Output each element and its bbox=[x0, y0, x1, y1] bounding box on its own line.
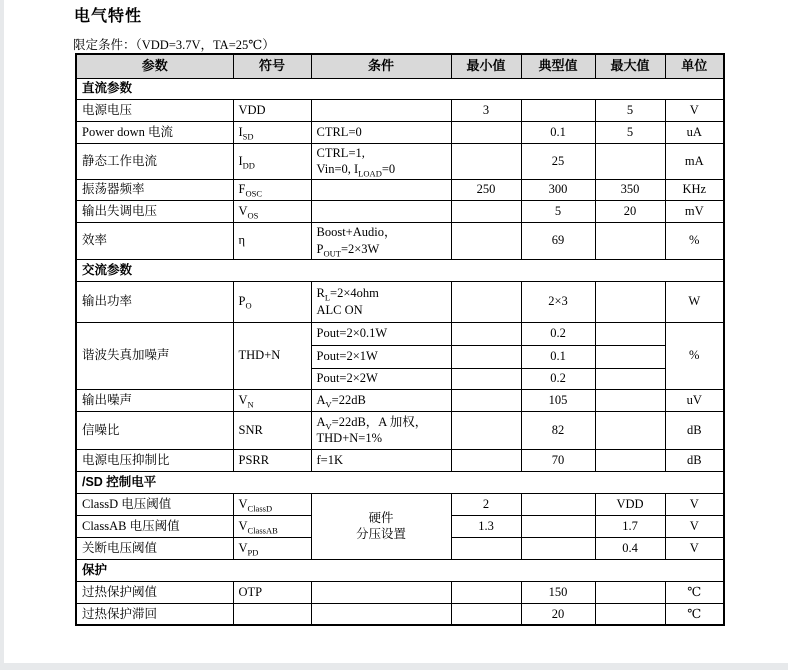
cell-typ: 20 bbox=[521, 603, 595, 625]
cell-max: 1.7 bbox=[595, 515, 665, 537]
cell-cond: Pout=2×1W bbox=[311, 345, 451, 368]
cell-min bbox=[451, 143, 521, 179]
cell-sym: η bbox=[233, 222, 311, 259]
cell-typ bbox=[521, 537, 595, 559]
cell-param: Power down 电流 bbox=[76, 121, 233, 143]
cell-unit: ℃ bbox=[665, 581, 724, 603]
table-row bbox=[76, 493, 724, 515]
table-row bbox=[76, 121, 724, 143]
cell-cond: CTRL=0 bbox=[311, 121, 451, 143]
cell-unit: % bbox=[665, 322, 724, 389]
cell-unit: dB bbox=[665, 449, 724, 471]
cell-typ: 0.1 bbox=[521, 345, 595, 368]
cell-min: 3 bbox=[451, 99, 521, 121]
cell-typ: 150 bbox=[521, 581, 595, 603]
table-row bbox=[76, 281, 724, 322]
table-row bbox=[76, 322, 724, 345]
cell-typ: 0.2 bbox=[521, 322, 595, 345]
cell-cond: f=1K bbox=[311, 449, 451, 471]
cell-cond: 硬件 分压设置 bbox=[311, 493, 451, 559]
cell-unit: mV bbox=[665, 200, 724, 222]
section-row bbox=[76, 559, 724, 581]
cell-min bbox=[451, 322, 521, 345]
table-row bbox=[76, 389, 724, 411]
cell-unit: V bbox=[665, 99, 724, 121]
cell-cond: $R_L=2\times 4ohm$ ALC ON bbox=[311, 281, 451, 322]
spec-table bbox=[75, 53, 725, 626]
cell-max bbox=[595, 411, 665, 449]
section-label: 保护 bbox=[76, 559, 724, 581]
cell-sym: $V_N$ bbox=[233, 389, 311, 411]
cell-min bbox=[451, 581, 521, 603]
cell-max: VDD bbox=[595, 493, 665, 515]
cell-param: 静态工作电流 bbox=[76, 143, 233, 179]
cell-min bbox=[451, 411, 521, 449]
cell-typ: 5 bbox=[521, 200, 595, 222]
cell-typ bbox=[521, 515, 595, 537]
cell-unit: uV bbox=[665, 389, 724, 411]
cell-param: 关断电压阈值 bbox=[76, 537, 233, 559]
table-row bbox=[76, 581, 724, 603]
cell-param: 谐波失真加噪声 bbox=[76, 322, 233, 389]
cell-max: 5 bbox=[595, 121, 665, 143]
cell-cond bbox=[311, 179, 451, 200]
cell-unit: KHz bbox=[665, 179, 724, 200]
cell-param: 输出功率 bbox=[76, 281, 233, 322]
cell-cond: $A_V=22dB$，A 加权， THD+N=1% bbox=[311, 411, 451, 449]
column-header: 条件 bbox=[311, 54, 451, 78]
cell-sym: OTP bbox=[233, 581, 311, 603]
cell-param: ClassAB 电压阈值 bbox=[76, 515, 233, 537]
cell-unit: V bbox=[665, 515, 724, 537]
cell-cond bbox=[311, 200, 451, 222]
cell-unit: V bbox=[665, 537, 724, 559]
cell-min bbox=[451, 281, 521, 322]
cell-sym: $I_{DD}$ bbox=[233, 143, 311, 179]
cell-sym: $V_{ClassAB}$ bbox=[233, 515, 311, 537]
cell-typ: 105 bbox=[521, 389, 595, 411]
page-title: 电气特性 bbox=[74, 8, 143, 25]
cell-typ bbox=[521, 493, 595, 515]
cell-max: 20 bbox=[595, 200, 665, 222]
cell-unit: ℃ bbox=[665, 603, 724, 625]
cell-max bbox=[595, 281, 665, 322]
cell-unit: W bbox=[665, 281, 724, 322]
column-header: 典型值 bbox=[521, 54, 595, 78]
table-row bbox=[76, 200, 724, 222]
cell-max: 5 bbox=[595, 99, 665, 121]
cell-max bbox=[595, 389, 665, 411]
table-row bbox=[76, 99, 724, 121]
cell-sym: $V_{OS}$ bbox=[233, 200, 311, 222]
cell-cond: Pout=2×2W bbox=[311, 368, 451, 389]
cell-typ: 0.1 bbox=[521, 121, 595, 143]
cell-min bbox=[451, 368, 521, 389]
cell-typ: 82 bbox=[521, 411, 595, 449]
cell-param: 过热保护阈值 bbox=[76, 581, 233, 603]
cell-max bbox=[595, 581, 665, 603]
section-row bbox=[76, 259, 724, 281]
table-body bbox=[76, 78, 724, 625]
section-label: 直流参数 bbox=[76, 78, 724, 99]
cell-unit: % bbox=[665, 222, 724, 259]
cell-sym bbox=[233, 603, 311, 625]
cell-max: 0.4 bbox=[595, 537, 665, 559]
cell-sym: $V_{ClassD}$ bbox=[233, 493, 311, 515]
cell-typ: 2×3 bbox=[521, 281, 595, 322]
cell-typ: 25 bbox=[521, 143, 595, 179]
cell-typ bbox=[521, 99, 595, 121]
table-row bbox=[76, 411, 724, 449]
section-label: /SD 控制电平 bbox=[76, 471, 724, 493]
page-edge-bottom bbox=[0, 663, 788, 670]
cell-param: 电源电压 bbox=[76, 99, 233, 121]
column-header: 最小值 bbox=[451, 54, 521, 78]
cell-min bbox=[451, 603, 521, 625]
cell-param: 振荡器频率 bbox=[76, 179, 233, 200]
cell-max bbox=[595, 143, 665, 179]
cell-sym: VDD bbox=[233, 99, 311, 121]
section-row bbox=[76, 78, 724, 99]
cell-max bbox=[595, 449, 665, 471]
table-row bbox=[76, 143, 724, 179]
test-conditions: 限定条件：（VDD=3.7V，TA=25℃） bbox=[73, 38, 275, 52]
cell-min bbox=[451, 121, 521, 143]
cell-max bbox=[595, 345, 665, 368]
cell-typ: 70 bbox=[521, 449, 595, 471]
cell-sym: SNR bbox=[233, 411, 311, 449]
cell-param: 信噪比 bbox=[76, 411, 233, 449]
cell-sym: $I_{SD}$ bbox=[233, 121, 311, 143]
table-head bbox=[76, 54, 724, 78]
cell-cond bbox=[311, 581, 451, 603]
column-header: 单位 bbox=[665, 54, 724, 78]
cell-min bbox=[451, 345, 521, 368]
page-edge-left bbox=[0, 0, 4, 670]
cell-max: 350 bbox=[595, 179, 665, 200]
table-row bbox=[76, 179, 724, 200]
cell-min: 2 bbox=[451, 493, 521, 515]
cell-min bbox=[451, 200, 521, 222]
cell-param: 效率 bbox=[76, 222, 233, 259]
table-row bbox=[76, 449, 724, 471]
cell-cond: $A_V=22dB$ bbox=[311, 389, 451, 411]
cell-param: 过热保护滞回 bbox=[76, 603, 233, 625]
cell-max bbox=[595, 603, 665, 625]
header-row bbox=[76, 54, 724, 78]
cell-unit: V bbox=[665, 493, 724, 515]
cell-cond: Pout=2×0.1W bbox=[311, 322, 451, 345]
cell-unit: uA bbox=[665, 121, 724, 143]
cell-sym: $F_{OSC}$ bbox=[233, 179, 311, 200]
cell-sym: $P_O$ bbox=[233, 281, 311, 322]
column-header: 符号 bbox=[233, 54, 311, 78]
cell-min bbox=[451, 537, 521, 559]
cell-max bbox=[595, 222, 665, 259]
cell-min: 1.3 bbox=[451, 515, 521, 537]
cell-param: 电源电压抑制比 bbox=[76, 449, 233, 471]
section-label: 交流参数 bbox=[76, 259, 724, 281]
cell-max bbox=[595, 322, 665, 345]
cell-min bbox=[451, 389, 521, 411]
cell-unit: dB bbox=[665, 411, 724, 449]
cell-param: ClassD 电压阈值 bbox=[76, 493, 233, 515]
cell-min bbox=[451, 222, 521, 259]
table-row bbox=[76, 603, 724, 625]
cell-cond: Boost+Audio， $P_{OUT}=2\times 3W$ bbox=[311, 222, 451, 259]
cell-min bbox=[451, 449, 521, 471]
section-row bbox=[76, 471, 724, 493]
cell-sym: PSRR bbox=[233, 449, 311, 471]
cell-param: 输出噪声 bbox=[76, 389, 233, 411]
cell-param: 输出失调电压 bbox=[76, 200, 233, 222]
cell-cond bbox=[311, 603, 451, 625]
cell-unit: mA bbox=[665, 143, 724, 179]
cell-sym: THD+N bbox=[233, 322, 311, 389]
column-header: 参数 bbox=[76, 54, 233, 78]
cell-typ: 69 bbox=[521, 222, 595, 259]
cell-typ: 300 bbox=[521, 179, 595, 200]
cell-sym: $V_{PD}$ bbox=[233, 537, 311, 559]
cell-cond: CTRL=1, Vin=0, $I_{LOAD}=0$ bbox=[311, 143, 451, 179]
cell-max bbox=[595, 368, 665, 389]
column-header: 最大值 bbox=[595, 54, 665, 78]
table-row bbox=[76, 222, 724, 259]
cell-min: 250 bbox=[451, 179, 521, 200]
cell-cond bbox=[311, 99, 451, 121]
cell-typ: 0.2 bbox=[521, 368, 595, 389]
